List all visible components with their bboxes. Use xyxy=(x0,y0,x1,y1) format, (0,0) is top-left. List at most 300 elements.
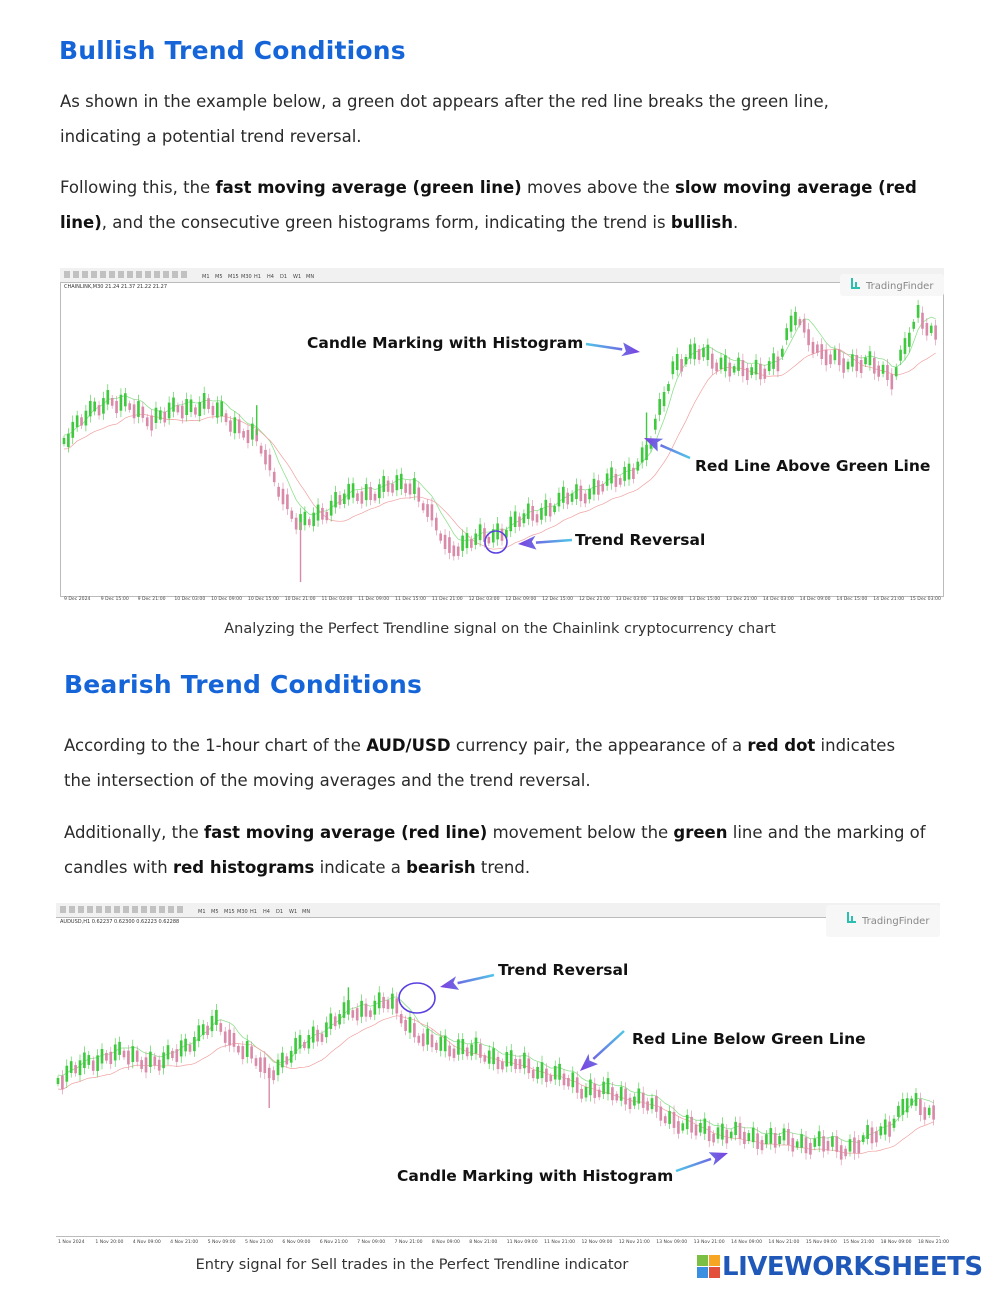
bear-candle xyxy=(921,313,924,329)
toolbar-tool-icon[interactable] xyxy=(177,906,183,913)
bull-candle xyxy=(593,479,596,495)
bull-candle xyxy=(373,1001,376,1015)
timeframe-m30[interactable]: M30 xyxy=(237,909,248,915)
bull-candle xyxy=(536,1067,539,1079)
bull-candle xyxy=(917,305,920,318)
annotation-arrow xyxy=(593,1031,624,1059)
toolbar-tool-icon[interactable] xyxy=(109,271,115,278)
annotation-arrow xyxy=(676,1159,711,1171)
bull-candle xyxy=(185,399,188,415)
bear-candle xyxy=(98,405,101,415)
bear-candle xyxy=(497,1057,500,1069)
bull-candle xyxy=(628,464,631,480)
x-axis-tick-label: 18 Nov 09:00 xyxy=(880,1240,912,1245)
bear-candle xyxy=(840,1145,843,1159)
bear-candle xyxy=(153,1056,156,1065)
annotation-arrowhead xyxy=(709,1152,728,1165)
annotation-arrowhead xyxy=(621,342,640,356)
bear-candle xyxy=(250,1046,253,1058)
bull-candle xyxy=(444,1036,447,1052)
x-axis-tick-label: 12 Dec 21:00 xyxy=(578,597,610,602)
bear-candle xyxy=(387,481,390,492)
bear-candle xyxy=(812,342,815,354)
bear-candle xyxy=(853,1138,856,1154)
bull-candle xyxy=(347,484,350,500)
toolbar-tool-icon[interactable] xyxy=(114,906,120,913)
bearish-p1-line1: According to the 1-hour chart of the AUD/USD currency pair, the appearance of a red dot indicates xyxy=(64,736,896,755)
bearish-caption: Entry signal for Sell trades in the Perfect Trendline indicator xyxy=(195,1257,629,1273)
bear-candle xyxy=(483,1055,486,1061)
bull-candle xyxy=(790,316,793,332)
bull-candle xyxy=(658,399,661,415)
bull-candle xyxy=(57,1078,60,1084)
toolbar-tool-icon[interactable] xyxy=(60,906,66,913)
bullish-paragraph-2 xyxy=(60,170,960,240)
bear-candle xyxy=(321,508,324,520)
x-axis-tick-label: 11 Dec 09:00 xyxy=(358,597,390,602)
bear-candle xyxy=(136,1051,139,1062)
bear-candle xyxy=(584,494,587,504)
bear-candle xyxy=(286,494,289,509)
bear-candle xyxy=(356,493,359,501)
bear-candle xyxy=(820,344,823,359)
bull-candle xyxy=(676,354,679,370)
annotation-arrowhead xyxy=(440,976,459,990)
bear-candle xyxy=(109,1052,112,1064)
bull-candle xyxy=(190,399,193,412)
bull-candle xyxy=(869,351,872,365)
bull-candle xyxy=(906,1098,909,1112)
bear-candle xyxy=(369,487,372,500)
bull-candle xyxy=(67,434,70,447)
bull-candle xyxy=(304,512,307,525)
toolbar-tool-icon[interactable] xyxy=(145,271,151,278)
bear-candle xyxy=(387,1000,390,1009)
toolbar-tool-icon[interactable] xyxy=(87,906,93,913)
bear-candle xyxy=(695,1125,698,1136)
bear-candle xyxy=(619,478,622,485)
bear-candle xyxy=(228,1030,231,1046)
timeframe-h1[interactable]: H1 xyxy=(254,274,261,280)
toolbar-tool-icon[interactable] xyxy=(105,906,111,913)
bear-candle xyxy=(787,1129,790,1145)
bear-candle xyxy=(422,1033,425,1046)
x-axis-tick-label: 12 Dec 03:00 xyxy=(468,597,500,602)
toolbar-tool-icon[interactable] xyxy=(118,271,124,278)
bull-candle xyxy=(124,393,127,406)
bull-candle xyxy=(120,395,123,411)
bear-candle xyxy=(825,350,828,365)
bear-candle xyxy=(827,1141,830,1151)
bear-candle xyxy=(761,1140,764,1150)
x-axis-tick-label: 14 Nov 09:00 xyxy=(731,1240,763,1245)
bear-candle xyxy=(259,1057,262,1071)
bull-candle xyxy=(685,357,688,364)
bear-candle xyxy=(334,1016,337,1026)
bull-candle xyxy=(87,1055,90,1065)
bull-candle xyxy=(623,467,626,481)
bull-candle xyxy=(654,419,657,430)
x-axis-tick-label: 13 Dec 03:00 xyxy=(615,597,647,602)
bull-candle xyxy=(765,1134,768,1144)
bull-candle xyxy=(83,1053,86,1068)
toolbar-tool-icon[interactable] xyxy=(132,906,138,913)
bear-candle xyxy=(756,1133,759,1149)
timeframe-d1[interactable]: D1 xyxy=(276,909,284,915)
annotation-arrow xyxy=(536,540,572,543)
bull-candle xyxy=(329,1013,332,1028)
x-axis-tick-label: 1 Nov 2024 xyxy=(58,1240,85,1245)
bear-candle xyxy=(673,1112,676,1128)
bear-candle xyxy=(566,493,569,505)
toolbar-tool-icon[interactable] xyxy=(91,271,97,278)
toolbar-tool-icon[interactable] xyxy=(100,271,106,278)
bear-candle xyxy=(285,1056,288,1064)
toolbar-tool-icon[interactable] xyxy=(123,906,129,913)
bull-candle xyxy=(172,398,175,412)
bear-candle xyxy=(580,486,583,501)
bear-candle xyxy=(680,359,683,372)
symbol-info: CHAINLINK,M30 21.24 21.37 21.22 21.27 xyxy=(64,284,168,290)
x-axis-tick-label: 14 Dec 15:00 xyxy=(836,597,868,602)
timeframe-w1[interactable]: W1 xyxy=(289,909,298,915)
bearish-chart-svg xyxy=(56,903,949,1247)
bear-candle xyxy=(664,1116,667,1123)
bull-candle xyxy=(470,1044,473,1055)
bear-candle xyxy=(61,1076,64,1089)
bear-candle xyxy=(127,1051,130,1065)
bull-candle xyxy=(89,401,92,416)
timeframe-h4[interactable]: H4 xyxy=(267,274,274,280)
toolbar-tool-icon[interactable] xyxy=(127,271,133,278)
bull-candle xyxy=(908,333,911,347)
bearish-p2-line2: candles with red histograms indicate a bearish trend. xyxy=(64,858,531,877)
bear-candle xyxy=(549,1075,552,1081)
bull-candle xyxy=(571,493,574,501)
x-axis-tick-label: 1 Nov 20:00 xyxy=(95,1240,124,1245)
bear-candle xyxy=(501,1062,504,1070)
bear-candle xyxy=(206,1026,209,1035)
bull-candle xyxy=(184,1039,187,1052)
bear-candle xyxy=(146,417,149,426)
bull-candle xyxy=(457,1039,460,1054)
bull-candle xyxy=(220,401,223,416)
bull-candle xyxy=(553,506,556,512)
toolbar-tool-icon[interactable] xyxy=(141,906,147,913)
x-axis-tick-label: 18 Nov 21:00 xyxy=(918,1240,949,1245)
bull-candle xyxy=(426,1029,429,1045)
bull-candle xyxy=(180,1040,183,1056)
bear-candle xyxy=(263,1057,266,1073)
timeframe-h1[interactable]: H1 xyxy=(250,909,257,915)
timeframe-m30[interactable]: M30 xyxy=(241,274,252,280)
toolbar-tool-icon[interactable] xyxy=(154,271,160,278)
bull-candle xyxy=(554,1066,557,1080)
toolbar-tool-icon[interactable] xyxy=(78,906,84,913)
bear-candle xyxy=(255,1058,258,1066)
timeframe-m5[interactable]: M5 xyxy=(211,909,219,915)
symbol-info: AUDUSD,H1 0.62237 0.62300 0.62223 0.62288 xyxy=(60,919,180,925)
bear-candle xyxy=(369,1010,372,1017)
bull-candle xyxy=(702,348,705,357)
bear-candle xyxy=(229,420,232,431)
bear-candle xyxy=(799,319,802,325)
bull-candle xyxy=(866,1125,869,1139)
bear-candle xyxy=(763,369,766,379)
toolbar-tool-icon[interactable] xyxy=(136,271,142,278)
bear-candle xyxy=(759,364,762,380)
timeframe-m15[interactable]: M15 xyxy=(224,909,235,915)
bear-candle xyxy=(382,997,385,1008)
x-axis-tick-label: 4 Nov 21:00 xyxy=(170,1240,199,1245)
bear-candle xyxy=(835,1136,838,1152)
bull-candle xyxy=(118,1042,121,1055)
bull-candle xyxy=(409,1017,412,1033)
bull-candle xyxy=(365,484,368,500)
bull-candle xyxy=(307,1035,310,1048)
bear-candle xyxy=(219,1023,222,1032)
reversal-circle xyxy=(399,983,435,1013)
bullish-p1-line1: As shown in the example below, a green dot appears after the red line breaks the green line, xyxy=(60,92,829,111)
bull-candle xyxy=(396,475,399,490)
bull-candle xyxy=(76,415,79,427)
bear-candle xyxy=(374,494,377,501)
bear-candle xyxy=(844,1149,847,1157)
bear-candle xyxy=(934,325,937,339)
toolbar-tool-icon[interactable] xyxy=(168,906,174,913)
bear-candle xyxy=(453,545,456,556)
bull-candle xyxy=(312,513,315,526)
bull-candle xyxy=(895,367,898,376)
bull-candle xyxy=(325,1022,328,1037)
bear-candle xyxy=(677,1121,680,1134)
bear-candle xyxy=(133,404,136,418)
bear-candle xyxy=(871,1127,874,1143)
x-axis-tick-label: 11 Dec 03:00 xyxy=(321,597,353,602)
bear-candle xyxy=(140,1060,143,1069)
bull-candle xyxy=(831,1136,834,1146)
bear-candle xyxy=(269,455,272,471)
bull-candle xyxy=(796,1141,799,1147)
bull-candle xyxy=(904,338,907,354)
bear-candle xyxy=(264,450,267,464)
bull-candle xyxy=(488,1051,491,1064)
bull-candle xyxy=(882,365,885,374)
bear-candle xyxy=(873,358,876,374)
bear-candle xyxy=(690,1117,693,1133)
bull-candle xyxy=(527,504,530,519)
bull-candle xyxy=(466,533,469,548)
bear-candle xyxy=(809,1143,812,1155)
bullish-heading: Bullish Trend Conditions xyxy=(59,36,406,65)
bear-candle xyxy=(339,495,342,505)
annotation-red-line-above: Red Line Above Green Line xyxy=(695,457,931,475)
bull-candle xyxy=(211,1016,214,1031)
x-axis-tick-label: 13 Nov 21:00 xyxy=(693,1240,725,1245)
timeframe-d1[interactable]: D1 xyxy=(280,274,288,280)
bull-candle xyxy=(101,1049,104,1063)
bull-candle xyxy=(864,358,867,365)
bull-candle xyxy=(585,1087,588,1097)
bear-candle xyxy=(708,1126,711,1141)
annotation-candle-marking: Candle Marking with Histogram xyxy=(397,1167,674,1185)
bear-candle xyxy=(80,417,83,425)
bear-candle xyxy=(642,1093,645,1108)
bear-candle xyxy=(531,506,534,521)
bull-candle xyxy=(667,384,670,391)
bear-candle xyxy=(567,1078,570,1086)
bull-candle xyxy=(162,1052,165,1068)
toolbar-tool-icon[interactable] xyxy=(96,906,102,913)
bear-candle xyxy=(242,431,245,438)
bull-candle xyxy=(721,1124,724,1140)
bear-candle xyxy=(632,468,635,479)
x-axis-tick-label: 15 Nov 21:00 xyxy=(843,1240,875,1245)
x-axis-tick-label: 12 Dec 15:00 xyxy=(542,597,574,602)
toolbar-tool-icon[interactable] xyxy=(181,271,187,278)
bear-candle xyxy=(233,1033,236,1047)
x-axis-tick-label: 5 Nov 21:00 xyxy=(244,1240,274,1245)
bull-candle xyxy=(317,505,320,521)
bullish-caption: Analyzing the Perfect Trendline signal on the Chainlink cryptocurrency chart xyxy=(224,621,776,637)
toolbar-tool-icon[interactable] xyxy=(69,906,75,913)
bull-candle xyxy=(544,500,547,516)
bear-candle xyxy=(273,472,276,482)
x-axis-tick-label: 10 Dec 09:00 xyxy=(211,597,243,602)
bull-candle xyxy=(879,1126,882,1135)
toolbar-tool-icon[interactable] xyxy=(82,271,88,278)
bull-candle xyxy=(781,349,784,357)
bearish-p2-line1: Additionally, the fast moving average (red line) movement below the green line and the marking of xyxy=(64,823,926,842)
timeframe-mn[interactable]: MN xyxy=(302,909,311,915)
x-axis-tick-label: 11 Nov 09:00 xyxy=(506,1240,538,1245)
bear-candle xyxy=(431,1035,434,1048)
bull-candle xyxy=(193,1037,196,1051)
bull-candle xyxy=(479,524,482,540)
x-axis-tick-label: 15 Nov 09:00 xyxy=(805,1240,837,1245)
bull-candle xyxy=(575,484,578,499)
x-axis-tick-label: 7 Nov 21:00 xyxy=(394,1240,423,1245)
bear-candle xyxy=(715,363,718,372)
timeframe-m1[interactable]: M1 xyxy=(198,909,206,915)
bull-candle xyxy=(785,328,788,340)
toolbar-tool-icon[interactable] xyxy=(150,906,156,913)
toolbar-tool-icon[interactable] xyxy=(73,271,79,278)
bull-candle xyxy=(202,1024,205,1035)
bear-candle xyxy=(519,1059,522,1069)
bear-candle xyxy=(743,1132,746,1144)
bear-candle xyxy=(728,363,731,377)
bear-candle xyxy=(435,518,438,531)
bull-candle xyxy=(277,1060,280,1075)
bull-candle xyxy=(106,390,109,404)
bear-candle xyxy=(417,1036,420,1043)
bear-candle xyxy=(128,403,131,410)
bull-candle xyxy=(862,1135,865,1142)
bull-candle xyxy=(768,361,771,371)
x-axis-tick-label: 8 Nov 21:00 xyxy=(469,1240,498,1245)
bear-candle xyxy=(115,401,118,413)
bear-candle xyxy=(448,537,451,553)
bear-candle xyxy=(224,1031,227,1042)
bear-candle xyxy=(615,1094,618,1101)
timeframe-w1[interactable]: W1 xyxy=(293,274,302,280)
bull-candle xyxy=(159,410,162,419)
bull-candle xyxy=(847,362,850,370)
bullish-p1-line2: indicating a potential trend reversal. xyxy=(60,127,362,146)
bear-candle xyxy=(175,1049,178,1062)
toolbar-tool-icon[interactable] xyxy=(163,271,169,278)
bull-candle xyxy=(251,424,254,440)
bull-candle xyxy=(509,517,512,532)
timeframe-mn[interactable]: MN xyxy=(306,274,315,280)
bull-candle xyxy=(633,1097,636,1106)
bear-candle xyxy=(518,517,521,527)
x-axis-tick-label: 14 Nov 21:00 xyxy=(768,1240,800,1245)
bear-candle xyxy=(816,344,819,352)
timeframe-m15[interactable]: M15 xyxy=(228,274,239,280)
x-axis-tick-label: 5 Nov 09:00 xyxy=(207,1240,236,1245)
x-axis-tick-label: 12 Nov 21:00 xyxy=(618,1240,650,1245)
bull-candle xyxy=(778,1136,781,1144)
bull-candle xyxy=(686,1115,689,1129)
bull-candle xyxy=(571,1072,574,1087)
bull-candle xyxy=(299,1035,302,1048)
bull-candle xyxy=(769,1128,772,1143)
bear-candle xyxy=(316,1030,319,1042)
annotation-red-line-below: Red Line Below Green Line xyxy=(632,1030,866,1048)
liveworksheets-logo[interactable] xyxy=(696,1252,983,1282)
toolbar-tool-icon[interactable] xyxy=(64,271,70,278)
bear-candle xyxy=(774,1133,777,1148)
bear-candle xyxy=(238,419,241,433)
bear-candle xyxy=(624,1089,627,1105)
bear-candle xyxy=(303,1042,306,1048)
annotation-trend-reversal: Trend Reversal xyxy=(575,531,706,549)
bullish-p2-line2: line), and the consecutive green histograms form, indicating the trend is bullish. xyxy=(60,213,739,232)
bull-candle xyxy=(168,403,171,419)
toolbar-tool-icon[interactable] xyxy=(159,906,165,913)
bear-candle xyxy=(444,535,447,549)
bull-candle xyxy=(505,1052,508,1067)
bear-candle xyxy=(171,1051,174,1058)
x-axis-labels xyxy=(58,1239,949,1245)
x-axis-tick-label: 9 Dec 2024 xyxy=(64,597,91,602)
bull-candle xyxy=(281,1053,284,1068)
timeframe-m1[interactable]: M1 xyxy=(202,274,210,280)
bull-candle xyxy=(523,1053,526,1068)
bull-candle xyxy=(290,1051,293,1063)
bull-candle xyxy=(343,1002,346,1018)
bull-candle xyxy=(607,1078,610,1094)
bull-candle xyxy=(851,354,854,366)
bull-candle xyxy=(636,462,639,471)
bear-candle xyxy=(282,489,285,504)
bull-candle xyxy=(818,1131,821,1146)
toolbar-tool-icon[interactable] xyxy=(172,271,178,278)
bull-candle xyxy=(96,1055,99,1071)
bull-candle xyxy=(65,1066,68,1082)
annotation-arrow xyxy=(661,445,690,458)
timeframe-h4[interactable]: H4 xyxy=(263,909,270,915)
x-axis-tick-label: 13 Dec 21:00 xyxy=(726,597,757,602)
bull-candle xyxy=(606,473,609,485)
timeframe-m5[interactable]: M5 xyxy=(215,274,223,280)
bear-candle xyxy=(404,484,407,493)
bull-candle xyxy=(330,501,333,516)
candles xyxy=(57,986,935,1165)
bull-candle xyxy=(514,511,517,527)
